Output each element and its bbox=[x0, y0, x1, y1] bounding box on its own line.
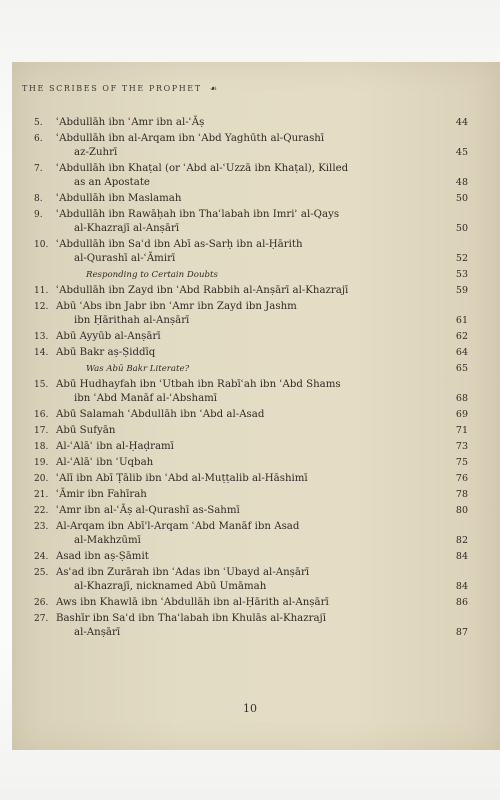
entry-number: 21. bbox=[34, 490, 49, 500]
entry-title: Abū Ayyūb al-Anṣārī bbox=[56, 331, 161, 342]
toc-entry bbox=[34, 520, 468, 548]
entry-title: ʿAbdullāh ibn Khaṭal (or ʿAbd al-ʿUzzā ibn Khaṭal), Killed bbox=[56, 163, 349, 174]
entry-title-continued: al-Khazrajī al-Anṣārī bbox=[74, 223, 180, 234]
toc-entry bbox=[34, 472, 468, 486]
entry-title: ʿAbdullāh ibn Saʿd ibn Abī as-Sarḥ ibn al-Ḥārith bbox=[56, 239, 303, 250]
entry-number: 20. bbox=[34, 474, 49, 484]
toc-entry bbox=[34, 284, 468, 298]
entry-page: 80 bbox=[455, 505, 468, 516]
entry-title: Al-ʿAlāʾ ibn ʿUqbah bbox=[56, 457, 154, 468]
entry-title-continued: al-Qurashī al-ʿĀmirī bbox=[74, 253, 176, 264]
toc-entry bbox=[34, 208, 468, 236]
entry-number: 26. bbox=[34, 598, 49, 608]
entry-title: Abū Hudhayfah ibn ʿUtbah ibn Rabīʿah ibn ʿAbd Shams bbox=[56, 379, 341, 390]
entry-page: 50 bbox=[455, 193, 468, 204]
entry-page: 48 bbox=[455, 177, 468, 188]
entry-page: 50 bbox=[455, 223, 468, 234]
entry-title: ʿAlī ibn Abī Ṭālib ibn ʿAbd al-Muṭṭalib al-Hāshimī bbox=[56, 473, 308, 484]
toc-entry bbox=[34, 612, 468, 640]
entry-title: ʿĀmir ibn Fahīrah bbox=[56, 489, 147, 500]
running-head-text: THE SCRIBES OF THE PROPHET bbox=[22, 84, 202, 93]
entry-number: 5. bbox=[34, 118, 43, 128]
running-head bbox=[22, 84, 219, 93]
entry-page: 76 bbox=[455, 473, 468, 484]
entry-page: 82 bbox=[455, 535, 468, 546]
entry-page: 84 bbox=[455, 551, 468, 562]
toc-entry bbox=[34, 566, 468, 594]
toc-entry bbox=[34, 238, 468, 266]
entry-title: ʿAbdullāh ibn al-Arqam ibn ʿAbd Yaghūth al-Qurashī bbox=[56, 133, 325, 144]
entry-page: 69 bbox=[455, 409, 468, 420]
entry-number: 15. bbox=[34, 380, 49, 390]
entry-page: 45 bbox=[455, 147, 468, 158]
entry-title: Asʿad ibn Zurārah ibn ʿAdas ibn ʿUbayd al-Anṣārī bbox=[56, 567, 310, 578]
toc-entry bbox=[34, 550, 468, 564]
entry-number: 16. bbox=[34, 410, 49, 420]
toc-entry bbox=[34, 300, 468, 328]
entry-title: Al-Arqam ibn Abī'l-Arqam ʿAbd Manāf ibn Asad bbox=[56, 521, 300, 532]
entry-number: 25. bbox=[34, 568, 49, 578]
entry-number: 18. bbox=[34, 442, 49, 452]
toc-entry bbox=[34, 116, 468, 130]
entry-number: 19. bbox=[34, 458, 49, 468]
entry-page: 64 bbox=[455, 347, 468, 358]
entry-title: ʿAbdullāh ibn Maslamah bbox=[56, 193, 182, 204]
entry-number: 13. bbox=[34, 332, 49, 342]
entry-number: 11. bbox=[34, 286, 49, 296]
toc-subentry bbox=[34, 362, 468, 376]
ornament-icon: ☙ bbox=[209, 84, 219, 93]
entry-number: 24. bbox=[34, 552, 49, 562]
entry-title-continued: ibn Ḥārithah al-Anṣārī bbox=[74, 315, 190, 326]
page-folio: 10 bbox=[243, 702, 257, 715]
toc-entry bbox=[34, 440, 468, 454]
entry-number: 27. bbox=[34, 614, 49, 624]
entry-title: Aws ibn Khawlā ibn ʿAbdullāh ibn al-Ḥārith al-Anṣārī bbox=[56, 597, 329, 608]
toc-entry bbox=[34, 378, 468, 406]
entry-number: 10. bbox=[34, 240, 49, 250]
entry-title-continued: az-Zuhrī bbox=[74, 147, 118, 158]
entry-page: 65 bbox=[455, 363, 468, 374]
entry-title: ʿAbdullāh ibn Zayd ibn ʿAbd Rabbih al-Anṣārī al-Khazrajī bbox=[56, 285, 349, 296]
entry-page: 75 bbox=[455, 457, 468, 468]
entry-page: 52 bbox=[455, 253, 468, 264]
entry-page: 84 bbox=[455, 581, 468, 592]
entry-title: Bashīr ibn Saʿd ibn Thaʿlabah ibn Khulās al-Khazrajī bbox=[56, 613, 326, 624]
entry-title: ʿAmr ibn al-ʿĀṣ al-Qurashī as-Sahmī bbox=[56, 505, 240, 516]
toc-entry bbox=[34, 408, 468, 422]
entry-number: 9. bbox=[34, 210, 43, 220]
entry-title: ʿAbdullāh ibn Rawāḥah ibn Thaʿlabah ibn Imriʾ al-Qays bbox=[56, 209, 340, 220]
toc-entry bbox=[34, 192, 468, 206]
entry-page: 86 bbox=[455, 597, 468, 608]
toc-entry bbox=[34, 346, 468, 360]
subentry-title: Responding to Certain Doubts bbox=[86, 270, 218, 280]
entry-number: 12. bbox=[34, 302, 49, 312]
entry-page: 73 bbox=[455, 441, 468, 452]
toc-entry bbox=[34, 504, 468, 518]
entry-page: 68 bbox=[455, 393, 468, 404]
entry-page: 44 bbox=[455, 117, 468, 128]
toc-entry bbox=[34, 330, 468, 344]
entry-title: Abū Sufyān bbox=[56, 425, 116, 436]
entry-title: Abū Salamah ʿAbdullāh ibn ʿAbd al-Asad bbox=[56, 409, 265, 420]
entry-page: 59 bbox=[455, 285, 468, 296]
toc-entry bbox=[34, 162, 468, 190]
toc-entry bbox=[34, 456, 468, 470]
entry-title-continued: al-Makhzūmī bbox=[74, 535, 141, 546]
entry-number: 22. bbox=[34, 506, 49, 516]
entry-title-continued: ibn ʿAbd Manāf al-ʿAbshamī bbox=[74, 393, 218, 404]
entry-title: ʿAbdullāh ibn ʿAmr ibn al-ʿĀṣ bbox=[56, 117, 205, 128]
entry-title-continued: al-Khazrajī, nicknamed Abū Umāmah bbox=[74, 581, 267, 592]
subentry-title: Was Abū Bakr Literate? bbox=[86, 364, 190, 374]
entry-number: 6. bbox=[34, 134, 43, 144]
entry-page: 71 bbox=[455, 425, 468, 436]
entry-page: 53 bbox=[455, 269, 468, 280]
toc-subentry bbox=[34, 268, 468, 282]
entry-title-continued: al-Anṣārī bbox=[74, 627, 121, 638]
toc-entry bbox=[34, 488, 468, 502]
entry-page: 61 bbox=[455, 315, 468, 326]
table-of-contents bbox=[34, 116, 468, 642]
entry-number: 14. bbox=[34, 348, 49, 358]
toc-entry bbox=[34, 132, 468, 160]
entry-number: 17. bbox=[34, 426, 49, 436]
entry-page: 62 bbox=[455, 331, 468, 342]
entry-title: Abū Bakr aṣ-Ṣiddīq bbox=[56, 347, 156, 358]
entry-title-continued: as an Apostate bbox=[74, 177, 150, 188]
entry-number: 8. bbox=[34, 194, 43, 204]
entry-number: 7. bbox=[34, 164, 43, 174]
entry-title: Abū ʿAbs ibn Jabr ibn ʿAmr ibn Zayd ibn Jashm bbox=[56, 301, 297, 312]
entry-page: 78 bbox=[455, 489, 468, 500]
entry-number: 23. bbox=[34, 522, 49, 532]
entry-title: Al-ʿAlāʾ ibn al-Ḥaḍramī bbox=[56, 441, 174, 452]
entry-title: Asad ibn aṣ-Ṣāmit bbox=[56, 551, 149, 562]
toc-entry bbox=[34, 424, 468, 438]
toc-entry bbox=[34, 596, 468, 610]
entry-page: 87 bbox=[455, 627, 468, 638]
